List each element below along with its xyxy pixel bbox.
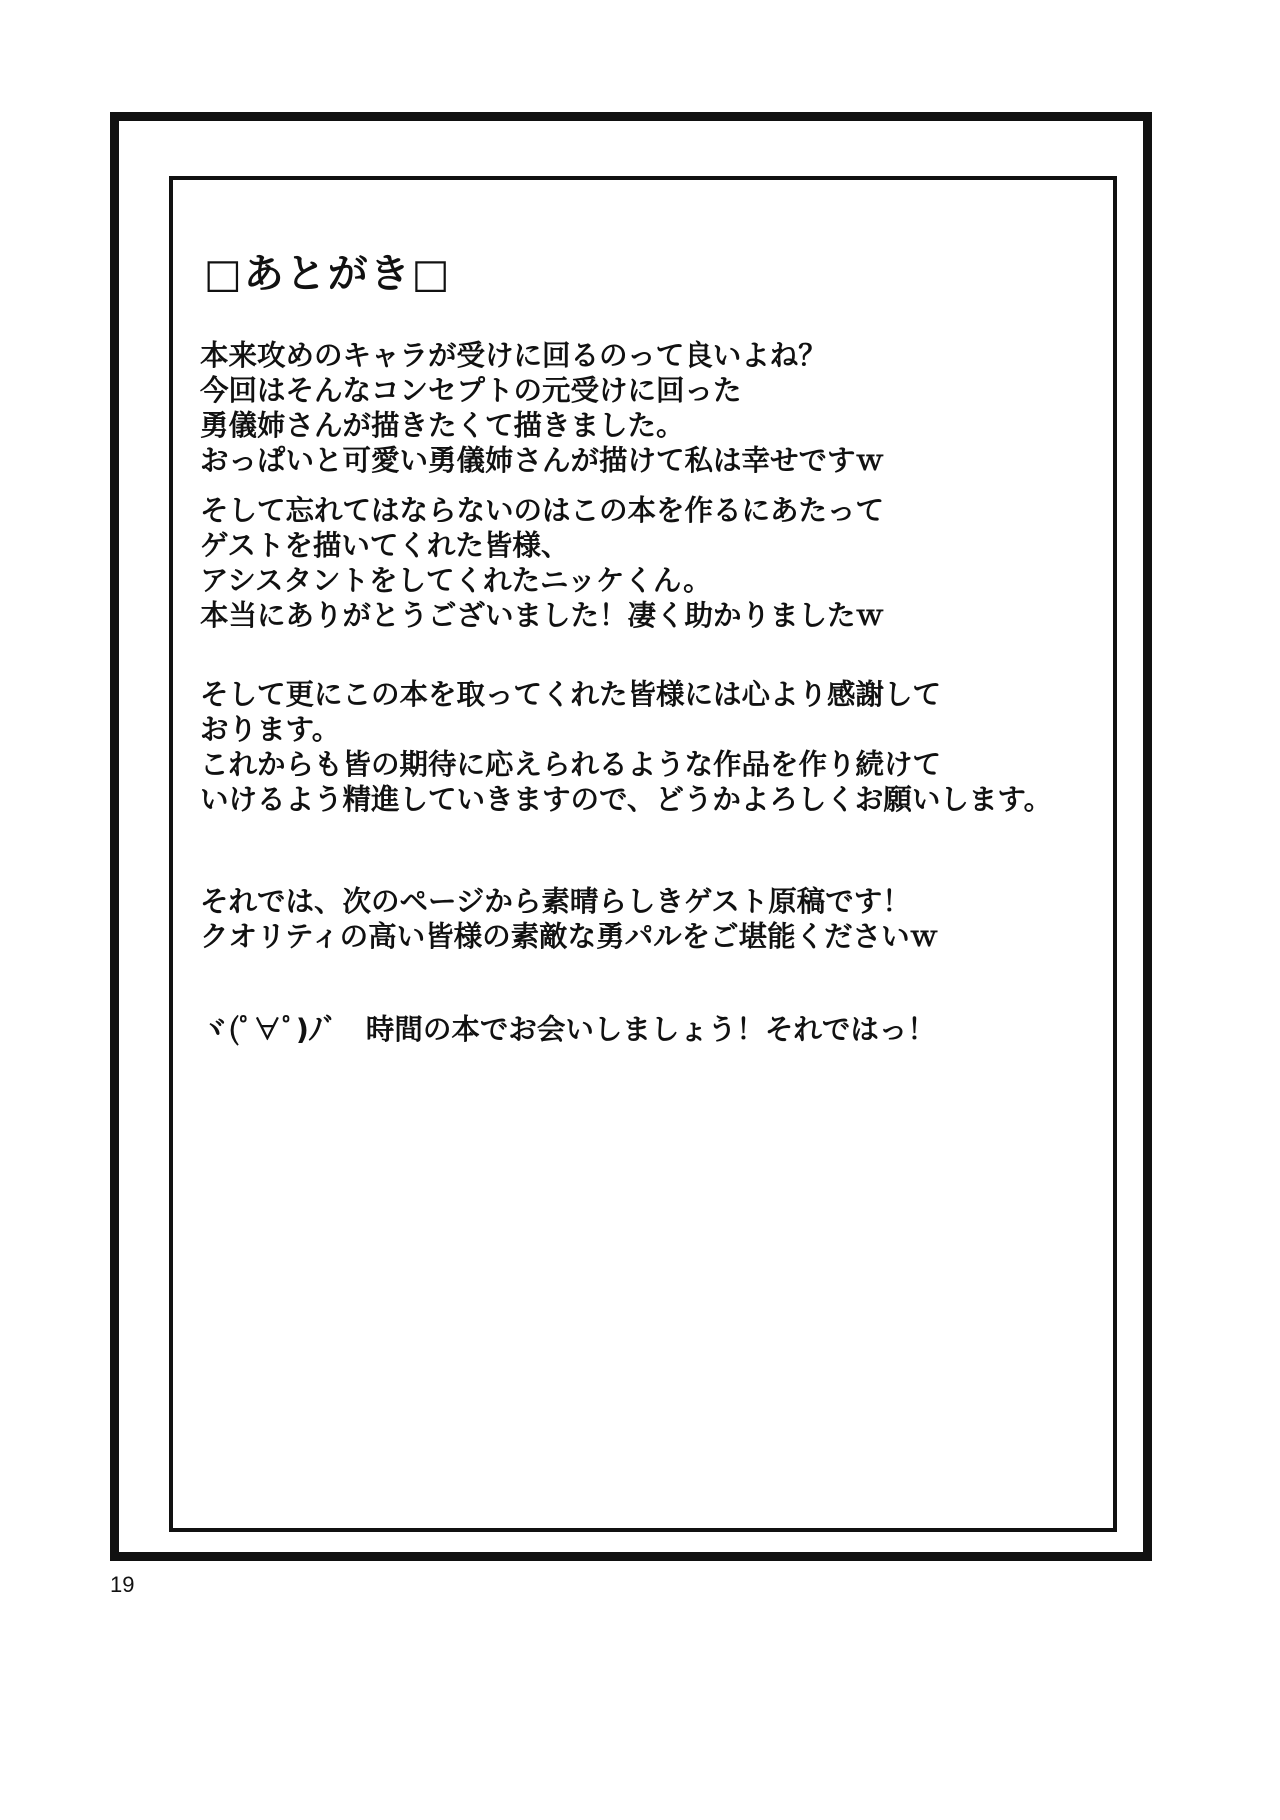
text-line: 勇儀姉さんが描きたくて描きました。: [200, 409, 685, 442]
paragraph-intro: [200, 338, 884, 478]
text-line: クオリティの高い皆様の素敵な勇パルをご堪能くださいｗ: [200, 920, 939, 953]
text-line: おっぱいと可愛い勇儀姉さんが描けて私は幸せですｗ: [200, 444, 885, 477]
text-line: ヾ(ﾟ∀ﾟ)ﾉﾞ 時間の本でお会いしましょう！それではっ！: [200, 1013, 936, 1046]
afterword-heading: □あとがき□: [204, 251, 452, 297]
text-line: アシスタントをしてくれたニッケくん。: [200, 564, 712, 597]
text-line: それでは、次のページから素晴らしきゲスト原稿です！: [200, 885, 911, 918]
paragraph-thanks-guests: [200, 493, 884, 633]
text-line: これからも皆の期待に応えられるような作品を作り続けて: [200, 748, 942, 781]
text-line: そして更にこの本を取ってくれた皆様には心より感謝して: [200, 678, 942, 711]
paragraph-guest-intro: [200, 884, 938, 954]
page-number: 19: [110, 1572, 135, 1597]
text-line: いけるよう精進していきますので、どうかよろしくお願いします。: [200, 783, 1053, 816]
text-line: 本来攻めのキャラが受けに回るのって良いよね？: [200, 339, 827, 372]
text-line: ゲストを描いてくれた皆様、: [200, 529, 570, 562]
paragraph-thanks-readers: [200, 677, 1052, 817]
text-line: 本当にありがとうございました！凄く助かりましたｗ: [200, 599, 885, 632]
paragraph-farewell: [200, 1012, 936, 1047]
text-line: 今回はそんなコンセプトの元受けに回った: [200, 374, 742, 407]
text-line: そして忘れてはならないのはこの本を作るにあたって: [200, 494, 885, 527]
text-line: おります。: [200, 713, 341, 746]
